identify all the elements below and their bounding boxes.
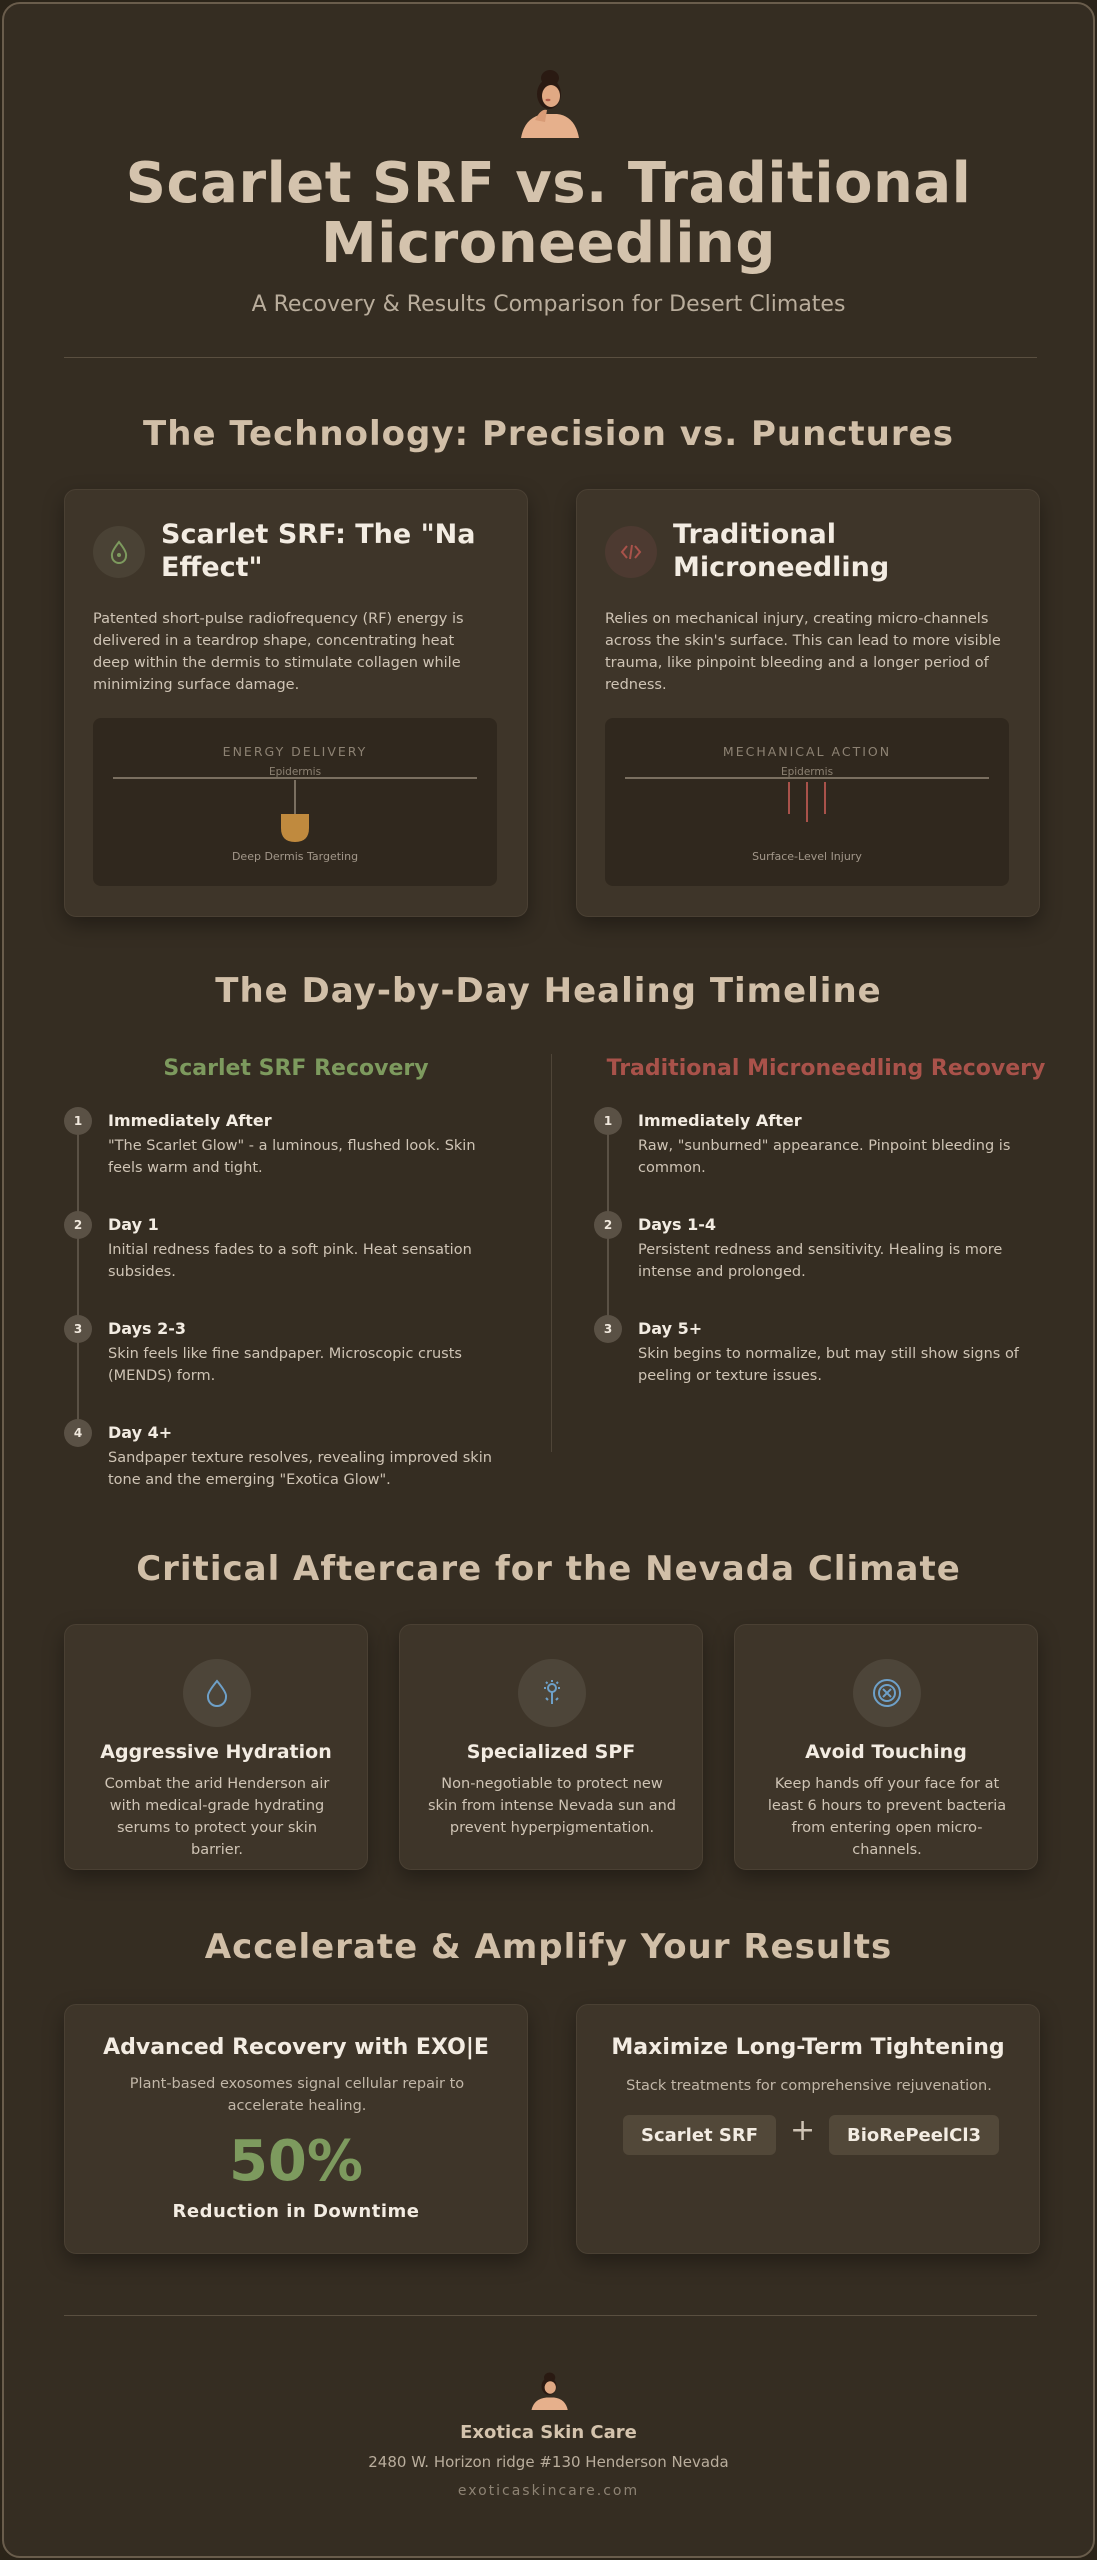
mechanical-action-diagram (605, 718, 1009, 886)
step-number: 4 (64, 1419, 92, 1447)
step-title: Days 1-4 (638, 1215, 717, 1234)
amplify-section-title: Accelerate & Amplify Your Results (204, 1927, 893, 1967)
traditional-card-title: Traditional Microneedling (673, 519, 890, 583)
step-description: Skin begins to normalize, but may still show signs of peeling or texture issues. (638, 1346, 1019, 1384)
downtime-reduction-stat: 50% (228, 2129, 364, 2194)
step-description: Initial redness fades to a soft pink. Heat sensation subsides. (108, 1242, 472, 1280)
droplet-icon (93, 526, 145, 578)
step-title: Day 1 (108, 1215, 159, 1234)
step-description: Raw, "sunburned" appearance. Pinpoint bleeding is common. (638, 1138, 1011, 1176)
diagram-title: MECHANICAL ACTION (722, 744, 892, 759)
page-footer (4, 2370, 1093, 2499)
step-title: Day 5+ (638, 1319, 703, 1338)
aftercare-section-title: Critical Aftercare for the Nevada Climate (136, 1549, 961, 1589)
aftercare-title: Aggressive Hydration (100, 1741, 332, 1763)
business-name: Exotica Skin Care (460, 2422, 637, 2443)
traditional-card-description: Relies on mechanical injury, creating micro-channels across the skin's surface. This can lead to more visible trauma, like pinpoint bleeding and a longer period of redness. (605, 611, 1001, 693)
srf-recovery-header: Scarlet SRF Recovery (163, 1056, 429, 1081)
aftercare-card-spf (399, 1624, 703, 1870)
step-title: Immediately After (108, 1111, 272, 1130)
technology-section-title: The Technology: Precision vs. Punctures (143, 414, 954, 454)
srf-card-title: Scarlet SRF: The "Na Effect" (161, 519, 476, 583)
long-term-tightening-card (576, 2004, 1040, 2254)
sun-shield-icon (518, 1659, 586, 1727)
aftercare-description: Combat the arid Henderson air with medical-grade hydrating serums to protect your skin barrier. (104, 1776, 330, 1858)
aftercare-description: Non-negotiable to protect new skin from intense Nevada sun and prevent hyperpigmentation. (428, 1776, 676, 1836)
traditional-timeline-item (594, 1315, 1064, 1395)
energy-delivery-diagram (93, 718, 497, 886)
no-touch-icon (853, 1659, 921, 1727)
infographic-frame (2, 2, 1095, 2558)
water-drop-icon (183, 1659, 251, 1727)
downtime-reduction-label: Reduction in Downtime (172, 2201, 420, 2222)
step-title: Days 2-3 (108, 1319, 187, 1338)
step-title: Day 4+ (108, 1423, 173, 1442)
srf-timeline-item (64, 1315, 534, 1395)
diagram-caption: Surface-Level Injury (752, 850, 862, 863)
srf-timeline-item (64, 1419, 534, 1499)
srf-card-description: Patented short-pulse radiofrequency (RF) energy is delivered in a teardrop shape, concentrating heat deep within the dermis to stimulate collagen while minimizing surface damage. (93, 611, 464, 693)
footer-divider (64, 2315, 1037, 2316)
plus-sign: + (790, 2113, 816, 2148)
recovery-card-title: Advanced Recovery with EXO|E (103, 2035, 489, 2060)
header-divider (64, 357, 1037, 358)
step-number: 3 (64, 1315, 92, 1343)
srf-timeline-item (64, 1107, 534, 1187)
scarlet-srf-pill: Scarlet SRF (623, 2115, 776, 2155)
page-subtitle: A Recovery & Results Comparison for Desert Climates (251, 292, 846, 317)
step-number: 1 (64, 1107, 92, 1135)
step-title: Immediately After (638, 1111, 802, 1130)
advanced-recovery-card (64, 2004, 528, 2254)
timeline-divider (551, 1054, 552, 1452)
biorepeel-pill: BioRePeelCl3 (829, 2115, 999, 2155)
aftercare-card-hydration (64, 1624, 368, 1870)
epidermis-label: Epidermis (780, 766, 834, 778)
step-number: 2 (64, 1211, 92, 1239)
diagram-caption: Deep Dermis Targeting (231, 850, 359, 863)
business-address: 2480 W. Horizon ridge #130 Henderson Nevada (368, 2453, 729, 2471)
recovery-card-subtitle: Plant-based exosomes signal cellular repair to accelerate healing. (129, 2076, 465, 2114)
step-description: "The Scarlet Glow" - a luminous, flushed look. Skin feels warm and tight. (108, 1138, 476, 1176)
code-brackets-icon (605, 526, 657, 578)
epidermis-label: Epidermis (268, 766, 322, 778)
traditional-recovery-header: Traditional Microneedling Recovery (606, 1056, 1046, 1081)
aftercare-description: Keep hands off your face for at least 6 hours to prevent bacteria from entering open micro-channels. (767, 1776, 1007, 1858)
srf-timeline-item (64, 1211, 534, 1291)
aftercare-title: Specialized SPF (466, 1741, 636, 1763)
traditional-technology-card (576, 489, 1040, 917)
woman-portrait-icon (517, 64, 581, 138)
step-number: 3 (594, 1315, 622, 1343)
step-description: Sandpaper texture resolves, revealing improved skin tone and the emerging "Exotica Glow". (108, 1450, 492, 1488)
aftercare-card-no-touch (734, 1624, 1038, 1870)
timeline-section-title: The Day-by-Day Healing Timeline (215, 971, 882, 1011)
step-number: 1 (594, 1107, 622, 1135)
website-link[interactable]: exoticaskincare.com (457, 2483, 640, 2499)
tightening-card-subtitle: Stack treatments for comprehensive rejuvenation. (626, 2078, 992, 2094)
diagram-title: ENERGY DELIVERY (222, 744, 368, 759)
step-number: 2 (594, 1211, 622, 1239)
traditional-timeline-item (594, 1107, 1064, 1187)
tightening-card-title: Maximize Long-Term Tightening (611, 2035, 1005, 2060)
srf-technology-card (64, 489, 528, 917)
woman-portrait-icon (529, 2370, 569, 2410)
step-description: Skin feels like fine sandpaper. Microscopic crusts (MENDS) form. (108, 1346, 462, 1384)
aftercare-title: Avoid Touching (805, 1741, 967, 1763)
step-description: Persistent redness and sensitivity. Healing is more intense and prolonged. (638, 1242, 1003, 1280)
page-title: Scarlet SRF vs. Traditional Microneedling (125, 151, 972, 276)
traditional-timeline-item (594, 1211, 1064, 1291)
page-header (4, 64, 1093, 317)
